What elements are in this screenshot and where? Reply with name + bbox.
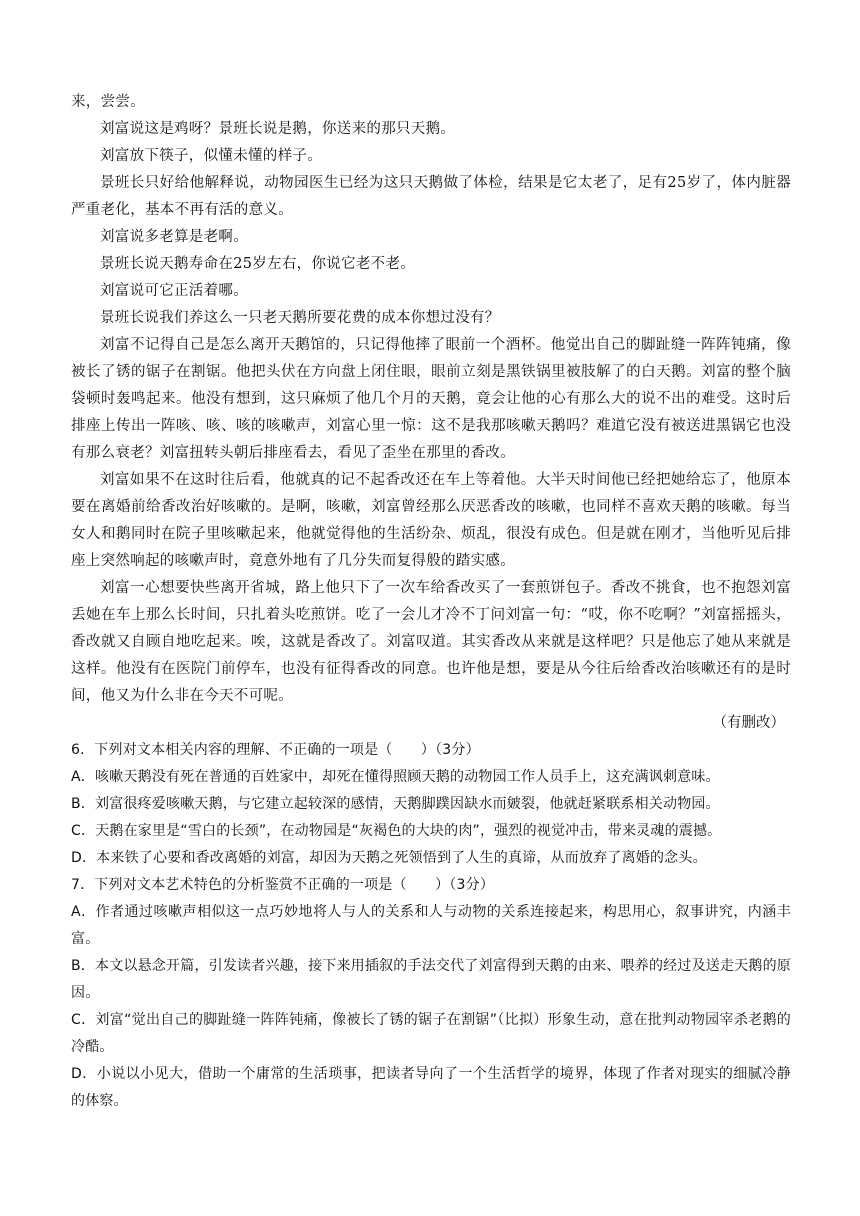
option-c: C．天鹅在家里是“雪白的长颈”，在动物园是“灰褐色的大块的肉”，强烈的视觉冲击，带来灵魂的震撼。 — [71, 823, 722, 839]
question-stem: 7．下列对文本艺术特色的分析鉴赏不正确的一项是（ ）（3分） — [71, 877, 495, 893]
option-a: A．咳嗽天鹅没有死在普通的百姓家中，却死在懂得照顾天鹅的动物园工作人员手上，这充满讽刺意味。 — [71, 769, 720, 785]
story-paragraph: 刘富说可它正活着哪。 — [100, 283, 248, 299]
option-a: A．作者通过咳嗽声相似这一点巧妙地将人与人的关系和人与动物的关系连接起来，构思用心，叙事讲究，内涵丰富。 — [71, 904, 791, 947]
edit-note: （有删改） — [712, 715, 785, 731]
document-page — [71, 89, 791, 1115]
story-paragraph: 刘富不记得自己是怎么离开天鹅馆的，只记得他摔了眼前一个酒杯。他觉出自己的脚趾缝一阵阵钝痛，像被长了锈的锯子在割锯。他把头伏在方向盘上闭住眼，眼前立刻是黑铁锅里被肢解了的白天鹅。刘富的整个脑袋顿时轰鸣起来。他没有想到，这只麻烦了他几个月的天鹅，竟会让他的心有那么大的说不出的难受。这时后排座上传出一阵咳、咳、咳的咳嗽声，刘富心里一惊：这不是我那咳嗽天鹅吗？难道它没有被送进黑锅它也没有那么衰老？刘富扭转头朝后排座看去，看见了歪坐在那里的香改。 — [71, 337, 791, 461]
story-paragraph: 刘富放下筷子，似懂未懂的样子。 — [100, 148, 322, 164]
story-paragraph: 景班长说天鹅寿命在25岁左右，你说它老不老。 — [100, 256, 416, 272]
question-7 — [71, 872, 791, 1115]
story-paragraph: 刘富一心想要快些离开省城，路上他只下了一次车给香改买了一套煎饼包子。香改不挑食，也不抱怨刘富丢她在车上那么长时间，只扎着头吃煎饼。吃了一会儿才冷不丁问刘富一句：“哎，你不吃啊？”刘富摇摇头，香改就又自顾自地吃起来。唉，这就是香改了。刘富叹道。其实香改从来就是这样吧？只是他忘了她从来就是这样。他没有在医院门前停车，也没有征得香改的同意。也许他是想，要是从今往后给香改治咳嗽还有的是时间，他又为什么非在今天不可呢。 — [71, 580, 791, 704]
question-stem: 6．下列对文本相关内容的理解、不正确的一项是（ ）（3分） — [71, 742, 480, 758]
option-b: B．刘富很疼爱咳嗽天鹅，与它建立起较深的感情，天鹅脚蹼因缺水而皴裂，他就赶紧联系相关动物园。 — [71, 796, 720, 812]
story-paragraph: 来，尝尝。 — [71, 94, 145, 110]
story-paragraph: 景班长说我们养这么一只老天鹅所要花费的成本你想过没有？ — [100, 310, 500, 326]
option-b: B．本文以悬念开篇，引发读者兴趣，接下来用插叙的手法交代了刘富得到天鹅的由来、喂养的经过及送走天鹅的原因。 — [71, 958, 791, 1001]
story-text — [71, 89, 791, 710]
option-d: D．小说以小见大，借助一个庸常的生活琐事，把读者导向了一个生活哲学的境界，体现了作者对现实的细腻冷静的体察。 — [71, 1066, 791, 1109]
option-c: C．刘富“觉出自己的脚趾缝一阵阵钝痛，像被长了锈的锯子在割锯”（比拟）形象生动，意在批判动物园宰杀老鹅的冷酷。 — [71, 1012, 791, 1055]
question-6 — [71, 737, 791, 872]
story-paragraph: 刘富说多老算是老啊。 — [100, 229, 248, 245]
story-paragraph: 景班长只好给他解释说，动物园医生已经为这只天鹅做了体检，结果是它太老了，足有25岁了，体内脏器严重老化，基本不再有活的意义。 — [71, 175, 791, 218]
option-d: D．本来铁了心要和香改离婚的刘富，却因为天鹅之死领悟到了人生的真谛，从而放弃了离婚的念头。 — [71, 850, 707, 866]
story-paragraph: 刘富如果不在这时往后看，他就真的记不起香改还在车上等着他。大半天时间他已经把她给忘了，他原本要在离婚前给香改治好咳嗽的。是啊，咳嗽，刘富曾经那么厌恶香改的咳嗽，也同样不喜欢天鹅的咳嗽。每当女人和鹅同时在院子里咳嗽起来，他就觉得他的生活纷杂、烦乱，很没有成色。但是就在刚才，当他听见后排座上突然响起的咳嗽声时，竟意外地有了几分失而复得般的踏实感。 — [71, 472, 791, 569]
story-paragraph: 刘富说这是鸡呀？景班长说是鹅，你送来的那只天鹅。 — [100, 121, 456, 137]
question-section — [71, 737, 791, 1115]
